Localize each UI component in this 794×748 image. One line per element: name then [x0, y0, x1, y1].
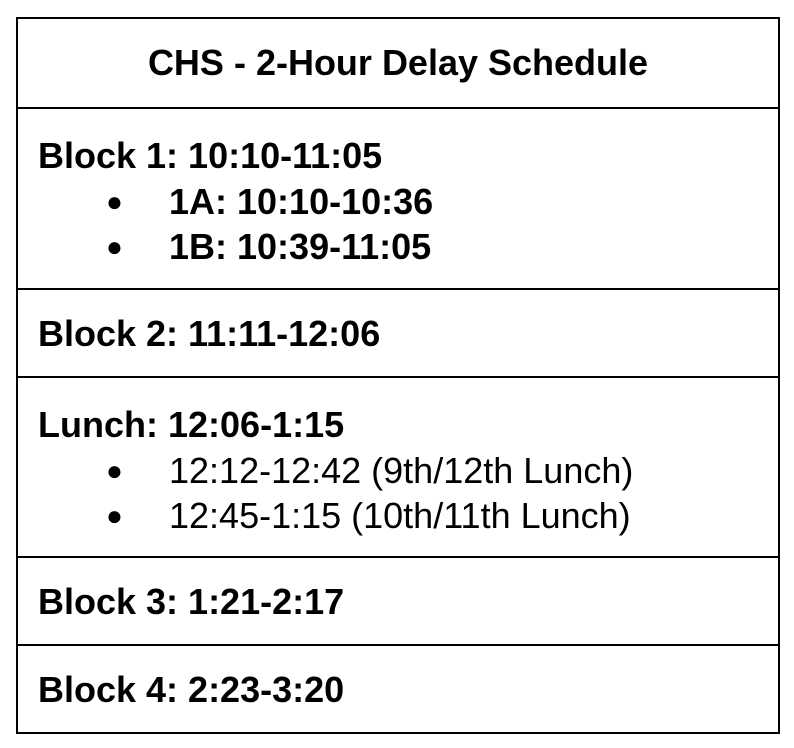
list-item-1b [38, 224, 758, 269]
block-1-row [17, 108, 779, 289]
list-item-lunch-a [38, 448, 758, 493]
block-4-heading: Block 4: 2:23-3:20 [38, 669, 345, 710]
title-row [17, 18, 779, 108]
lunch-heading [38, 402, 758, 448]
schedule-table [16, 17, 780, 734]
block-1-heading: Block 1: 10:10-11:05 [38, 135, 383, 176]
block-3-row [17, 557, 779, 645]
block-4-cell [17, 645, 779, 733]
block-2-heading: Block 2: 11:11-12:06 [38, 313, 381, 354]
lunch-cell [17, 377, 779, 557]
list-item-1a [38, 179, 758, 224]
bullet-icon: ● [106, 500, 123, 531]
schedule-title: CHS - 2-Hour Delay Schedule [147, 42, 649, 83]
title-cell [17, 18, 779, 108]
list-item-text: 1B: 10:39-11:05 [169, 226, 432, 267]
list-item-text: 12:45-1:15 (10th/11th Lunch) [169, 495, 631, 536]
block-4-row [17, 645, 779, 733]
lunch-sub-list [38, 448, 758, 538]
block-1-cell [17, 108, 779, 289]
lunch-row [17, 377, 779, 557]
block-3-cell [17, 557, 779, 645]
lunch-time: 12:06-1:15 [168, 404, 345, 445]
list-item-text: 1A: 10:10-10:36 [169, 181, 434, 222]
bullet-icon: ● [106, 455, 123, 486]
block-2-row [17, 289, 779, 377]
block-1-sub-list [38, 179, 758, 269]
block-2-cell [17, 289, 779, 377]
list-item-lunch-b [38, 493, 758, 538]
bullet-icon: ● [106, 231, 123, 262]
lunch-label: Lunch: [38, 404, 158, 445]
block-3-heading: Block 3: 1:21-2:17 [38, 581, 345, 622]
bullet-icon: ● [106, 186, 123, 217]
list-item-text: 12:12-12:42 (9th/12th Lunch) [169, 450, 634, 491]
